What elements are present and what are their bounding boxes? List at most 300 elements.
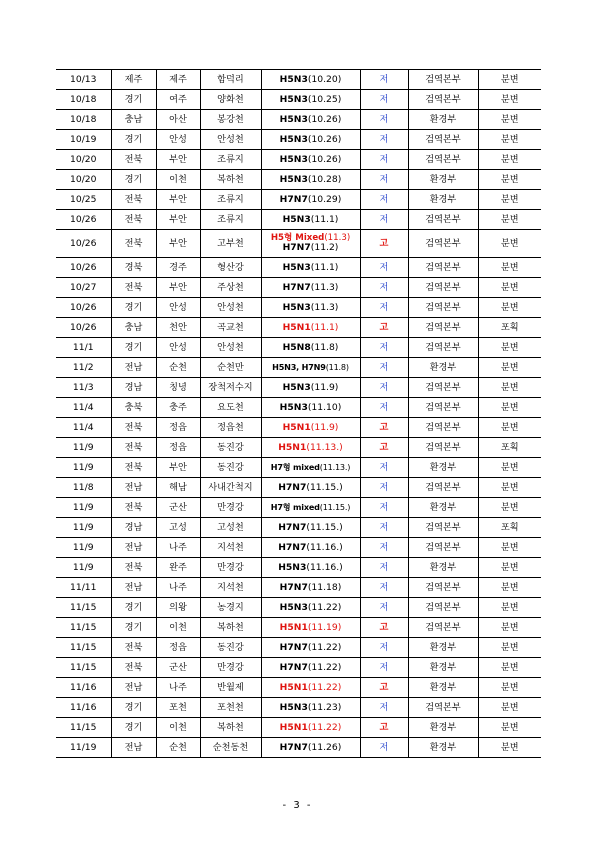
strain-confirm-date: (11.16.) — [306, 561, 343, 573]
city-cell: 완주 — [156, 558, 200, 578]
agency-cell: 환경부 — [408, 678, 478, 698]
sample-type-cell: 분변 — [478, 358, 541, 378]
pathogenicity-cell: 저 — [360, 70, 408, 90]
strain-cell — [261, 438, 360, 458]
strain-cell — [261, 90, 360, 110]
strain-name: H5N3 — [278, 561, 307, 573]
agency-cell: 환경부 — [408, 458, 478, 478]
site-cell: 봉강천 — [200, 110, 261, 130]
city-cell: 부안 — [156, 230, 200, 258]
strain-name: H5N3 — [279, 153, 308, 165]
pathogenicity-cell: 저 — [360, 130, 408, 150]
table-row — [56, 698, 541, 718]
strain-secondary — [262, 243, 360, 253]
strain-confirm-date: (11.18) — [307, 581, 342, 593]
pathogenicity-cell: 저 — [360, 638, 408, 658]
strain-cell — [261, 558, 360, 578]
strain-label — [280, 194, 342, 205]
sample-type-cell: 분변 — [478, 578, 541, 598]
sample-date-cell: 10/25 — [56, 190, 111, 210]
sample-date-cell: 11/1 — [56, 338, 111, 358]
city-cell: 포천 — [156, 698, 200, 718]
strain-name: H7N7 — [279, 741, 308, 753]
strain-confirm-date: (11.3) — [310, 301, 339, 313]
city-cell: 부안 — [156, 150, 200, 170]
agency-cell: 환경부 — [408, 190, 478, 210]
table-row — [56, 638, 541, 658]
pathogenicity-cell: 저 — [360, 110, 408, 130]
strain-name: H5N1 — [282, 321, 311, 333]
table-row — [56, 170, 541, 190]
pathogenicity-cell: 저 — [360, 658, 408, 678]
strain-label — [271, 462, 350, 472]
strain-name: H7N7 — [282, 281, 311, 293]
sample-date-cell: 10/20 — [56, 150, 111, 170]
strain-cell — [261, 738, 360, 758]
strain-confirm-date: (11.15.) — [319, 502, 351, 512]
city-cell: 안성 — [156, 298, 200, 318]
table-row — [56, 558, 541, 578]
sample-type-cell: 분변 — [478, 658, 541, 678]
sample-date-cell: 11/9 — [56, 538, 111, 558]
site-cell: 요도천 — [200, 398, 261, 418]
strain-label — [283, 382, 339, 393]
strain-name: H7N7 — [278, 481, 307, 493]
strain-name: H5N3 — [279, 173, 308, 185]
sample-date-cell: 10/20 — [56, 170, 111, 190]
pathogenicity-cell: 고 — [360, 678, 408, 698]
sample-date-cell: 10/27 — [56, 278, 111, 298]
pathogenicity-cell: 고 — [360, 438, 408, 458]
strain-label — [271, 502, 350, 512]
city-cell: 부안 — [156, 210, 200, 230]
province-cell: 전북 — [111, 150, 156, 170]
table-row — [56, 358, 541, 378]
strain-cell — [261, 338, 360, 358]
pathogenicity-cell: 저 — [360, 210, 408, 230]
province-cell: 전남 — [111, 678, 156, 698]
strain-label — [283, 342, 339, 353]
city-cell: 충주 — [156, 398, 200, 418]
city-cell: 경주 — [156, 258, 200, 278]
site-cell: 안성천 — [200, 298, 261, 318]
table-row — [56, 230, 541, 258]
agency-cell: 검역본부 — [408, 278, 478, 298]
strain-name: H7N7 — [279, 641, 308, 653]
site-cell: 농경지 — [200, 598, 261, 618]
strain-label — [280, 722, 342, 733]
sample-type-cell: 분변 — [478, 618, 541, 638]
agency-cell: 검역본부 — [408, 618, 478, 638]
agency-cell: 검역본부 — [408, 210, 478, 230]
strain-confirm-date: (11.22) — [307, 721, 342, 733]
strain-cell — [261, 210, 360, 230]
sample-date-cell: 11/3 — [56, 378, 111, 398]
strain-confirm-date: (11.22) — [307, 661, 342, 673]
strain-name: H5N3 — [279, 401, 308, 413]
city-cell: 의왕 — [156, 598, 200, 618]
province-cell: 전북 — [111, 278, 156, 298]
agency-cell: 검역본부 — [408, 298, 478, 318]
strain-label — [278, 482, 343, 493]
strain-confirm-date: (11.15.) — [306, 521, 343, 533]
agency-cell: 환경부 — [408, 738, 478, 758]
sample-type-cell: 포획 — [478, 518, 541, 538]
province-cell: 경남 — [111, 378, 156, 398]
pathogenicity-cell: 저 — [360, 538, 408, 558]
sample-date-cell: 11/4 — [56, 398, 111, 418]
agency-cell: 검역본부 — [408, 90, 478, 110]
province-cell: 전남 — [111, 478, 156, 498]
table-row — [56, 90, 541, 110]
strain-label — [280, 74, 342, 85]
site-cell: 조류지 — [200, 190, 261, 210]
strain-confirm-date: (11.23) — [307, 701, 342, 713]
strain-label — [280, 602, 342, 613]
province-cell: 경기 — [111, 130, 156, 150]
sample-type-cell: 분변 — [478, 598, 541, 618]
table-row — [56, 258, 541, 278]
sample-type-cell: 분변 — [478, 478, 541, 498]
strain-confirm-date: (11.1) — [310, 213, 339, 225]
site-cell: 형산강 — [200, 258, 261, 278]
agency-cell: 검역본부 — [408, 318, 478, 338]
table-row — [56, 458, 541, 478]
strain-cell — [261, 190, 360, 210]
sample-date-cell: 11/9 — [56, 458, 111, 478]
pathogenicity-cell: 저 — [360, 190, 408, 210]
agency-cell: 검역본부 — [408, 150, 478, 170]
table-row — [56, 318, 541, 338]
table-row — [56, 150, 541, 170]
agency-cell: 환경부 — [408, 110, 478, 130]
sample-type-cell: 분변 — [478, 258, 541, 278]
province-cell: 전북 — [111, 658, 156, 678]
province-cell: 전북 — [111, 190, 156, 210]
strain-cell — [261, 478, 360, 498]
strain-label — [278, 522, 343, 533]
sample-type-cell: 분변 — [478, 738, 541, 758]
sample-type-cell: 분변 — [478, 638, 541, 658]
strain-cell — [261, 718, 360, 738]
table-row — [56, 70, 541, 90]
sample-date-cell: 10/19 — [56, 130, 111, 150]
strain-confirm-date: (11.8) — [310, 341, 339, 353]
site-cell: 복하천 — [200, 170, 261, 190]
agency-cell: 환경부 — [408, 170, 478, 190]
city-cell: 나주 — [156, 678, 200, 698]
sample-type-cell: 분변 — [478, 378, 541, 398]
sample-date-cell: 11/15 — [56, 718, 111, 738]
sample-date-cell: 11/4 — [56, 418, 111, 438]
city-cell: 군산 — [156, 498, 200, 518]
sample-type-cell: 분변 — [478, 538, 541, 558]
strain-label — [280, 402, 342, 413]
strain-cell — [261, 70, 360, 90]
pathogenicity-cell: 고 — [360, 318, 408, 338]
strain-label — [283, 214, 339, 225]
sample-type-cell: 분변 — [478, 278, 541, 298]
sample-date-cell: 11/2 — [56, 358, 111, 378]
table-row — [56, 498, 541, 518]
strain-name: H7N7 — [279, 581, 308, 593]
strain-confirm-date: (10.26) — [307, 113, 342, 125]
sample-date-cell: 10/26 — [56, 258, 111, 278]
strain-confirm-date: (10.20) — [307, 73, 342, 85]
strain-name: H7N7 — [278, 541, 307, 553]
table-row — [56, 738, 541, 758]
strain-label — [280, 642, 342, 653]
strain-confirm-date: (11.13.) — [306, 441, 343, 453]
agency-cell: 환경부 — [408, 558, 478, 578]
sample-date-cell: 11/15 — [56, 618, 111, 638]
pathogenicity-cell: 저 — [360, 358, 408, 378]
strain-label — [280, 622, 342, 633]
pathogenicity-cell: 저 — [360, 278, 408, 298]
table-row — [56, 338, 541, 358]
sample-date-cell: 11/15 — [56, 598, 111, 618]
strain-name: H5N3, H7N9 — [272, 362, 326, 372]
strain-name: H5N3 — [279, 73, 308, 85]
sample-date-cell: 11/11 — [56, 578, 111, 598]
sample-type-cell: 분변 — [478, 110, 541, 130]
sample-type-cell: 분변 — [478, 230, 541, 258]
agency-cell: 검역본부 — [408, 578, 478, 598]
sample-type-cell: 분변 — [478, 698, 541, 718]
strain-name: H7형 mixed — [270, 502, 320, 512]
table-row — [56, 658, 541, 678]
strain-confirm-date: (11.9) — [310, 381, 339, 393]
city-cell: 순천 — [156, 358, 200, 378]
province-cell: 경북 — [111, 258, 156, 278]
strain-name: H7N7 — [282, 242, 311, 253]
province-cell: 전남 — [111, 538, 156, 558]
site-cell: 지석천 — [200, 538, 261, 558]
strain-cell — [261, 578, 360, 598]
pathogenicity-cell: 저 — [360, 458, 408, 478]
site-cell: 순천동천 — [200, 738, 261, 758]
table-row — [56, 518, 541, 538]
strain-name: H5N3 — [279, 701, 308, 713]
province-cell: 충남 — [111, 318, 156, 338]
site-cell: 안성천 — [200, 130, 261, 150]
pathogenicity-cell: 저 — [360, 398, 408, 418]
strain-confirm-date: (11.3) — [310, 281, 339, 293]
agency-cell: 검역본부 — [408, 418, 478, 438]
city-cell: 정읍 — [156, 438, 200, 458]
strain-label — [283, 322, 339, 333]
province-cell: 전북 — [111, 458, 156, 478]
strain-cell — [261, 398, 360, 418]
agency-cell: 검역본부 — [408, 398, 478, 418]
page-number: - 3 - — [282, 800, 313, 811]
strain-name: H5형 Mixed — [270, 233, 325, 243]
sample-date-cell: 11/8 — [56, 478, 111, 498]
detection-table — [56, 69, 541, 758]
site-cell: 동진강 — [200, 458, 261, 478]
strain-confirm-date: (11.22) — [307, 601, 342, 613]
site-cell: 복하천 — [200, 618, 261, 638]
pathogenicity-cell: 저 — [360, 578, 408, 598]
site-cell: 고부천 — [200, 230, 261, 258]
province-cell: 경기 — [111, 598, 156, 618]
province-cell: 전남 — [111, 738, 156, 758]
strain-cell — [261, 150, 360, 170]
strain-confirm-date: (10.26) — [307, 153, 342, 165]
table-row — [56, 438, 541, 458]
pathogenicity-cell: 고 — [360, 718, 408, 738]
site-cell: 복하천 — [200, 718, 261, 738]
sample-type-cell: 포획 — [478, 438, 541, 458]
strain-cell — [261, 298, 360, 318]
strain-name: H7N7 — [279, 661, 308, 673]
city-cell: 제주 — [156, 70, 200, 90]
province-cell: 경기 — [111, 170, 156, 190]
table-row — [56, 110, 541, 130]
pathogenicity-cell: 저 — [360, 598, 408, 618]
strain-name: H5N3 — [279, 601, 308, 613]
pathogenicity-cell: 저 — [360, 150, 408, 170]
agency-cell: 검역본부 — [408, 518, 478, 538]
table-row — [56, 378, 541, 398]
strain-name: H5N3 — [282, 261, 311, 273]
agency-cell: 환경부 — [408, 718, 478, 738]
agency-cell: 검역본부 — [408, 378, 478, 398]
site-cell: 정읍천 — [200, 418, 261, 438]
pathogenicity-cell: 저 — [360, 698, 408, 718]
strain-name: H5N1 — [279, 721, 308, 733]
strain-label — [278, 562, 343, 573]
strain-cell — [261, 318, 360, 338]
strain-confirm-date: (11.9) — [310, 421, 339, 433]
table-row — [56, 478, 541, 498]
pathogenicity-cell: 저 — [360, 338, 408, 358]
strain-cell — [261, 258, 360, 278]
province-cell: 전남 — [111, 578, 156, 598]
strain-cell — [261, 230, 360, 258]
strain-cell — [261, 638, 360, 658]
sample-date-cell: 11/15 — [56, 658, 111, 678]
agency-cell: 환경부 — [408, 358, 478, 378]
strain-confirm-date: (11.8) — [325, 362, 349, 372]
sample-date-cell: 11/16 — [56, 698, 111, 718]
strain-name: H5N3 — [279, 93, 308, 105]
pathogenicity-cell: 저 — [360, 258, 408, 278]
site-cell: 동진강 — [200, 638, 261, 658]
table-row — [56, 298, 541, 318]
pathogenicity-cell: 저 — [360, 90, 408, 110]
strain-label — [280, 94, 342, 105]
pathogenicity-cell: 고 — [360, 230, 408, 258]
sample-type-cell: 분변 — [478, 718, 541, 738]
strain-name: H5N3 — [282, 381, 311, 393]
city-cell: 나주 — [156, 538, 200, 558]
sample-type-cell: 분변 — [478, 170, 541, 190]
strain-cell — [261, 170, 360, 190]
site-cell: 조류지 — [200, 210, 261, 230]
table-row — [56, 398, 541, 418]
agency-cell: 환경부 — [408, 498, 478, 518]
agency-cell: 검역본부 — [408, 438, 478, 458]
strain-cell — [261, 498, 360, 518]
sample-type-cell: 분변 — [478, 458, 541, 478]
agency-cell: 환경부 — [408, 638, 478, 658]
strain-confirm-date: (11.15.) — [306, 481, 343, 493]
sample-type-cell: 분변 — [478, 398, 541, 418]
site-cell: 지석천 — [200, 578, 261, 598]
strain-name: H5N3 — [279, 133, 308, 145]
sample-type-cell: 분변 — [478, 130, 541, 150]
sample-type-cell: 분변 — [478, 418, 541, 438]
strain-cell — [261, 418, 360, 438]
sample-date-cell: 10/18 — [56, 90, 111, 110]
sample-type-cell: 분변 — [478, 678, 541, 698]
site-cell: 조류지 — [200, 150, 261, 170]
sample-date-cell: 10/26 — [56, 318, 111, 338]
table-body — [56, 70, 541, 758]
pathogenicity-cell: 저 — [360, 738, 408, 758]
agency-cell: 검역본부 — [408, 598, 478, 618]
strain-cell — [261, 378, 360, 398]
province-cell: 전북 — [111, 558, 156, 578]
sample-type-cell: 분변 — [478, 498, 541, 518]
sample-date-cell: 11/19 — [56, 738, 111, 758]
city-cell: 부안 — [156, 458, 200, 478]
sample-date-cell: 10/26 — [56, 230, 111, 258]
city-cell: 안성 — [156, 338, 200, 358]
site-cell: 주상천 — [200, 278, 261, 298]
province-cell: 전북 — [111, 230, 156, 258]
agency-cell: 검역본부 — [408, 538, 478, 558]
sample-type-cell: 분변 — [478, 70, 541, 90]
province-cell: 충남 — [111, 110, 156, 130]
sample-type-cell: 분변 — [478, 210, 541, 230]
strain-confirm-date: (10.25) — [307, 93, 342, 105]
strain-label — [280, 742, 342, 753]
strain-confirm-date: (11.22) — [307, 641, 342, 653]
city-cell: 정읍 — [156, 418, 200, 438]
strain-name: H5N1 — [279, 681, 308, 693]
agency-cell: 검역본부 — [408, 478, 478, 498]
strain-label — [280, 682, 342, 693]
strain-cell — [261, 658, 360, 678]
agency-cell: 검역본부 — [408, 70, 478, 90]
sample-date-cell: 11/16 — [56, 678, 111, 698]
sample-type-cell: 분변 — [478, 338, 541, 358]
strain-cell — [261, 678, 360, 698]
table-row — [56, 190, 541, 210]
strain-label — [280, 582, 342, 593]
pathogenicity-cell: 고 — [360, 418, 408, 438]
strain-confirm-date: (11.26) — [307, 741, 342, 753]
strain-name: H5N3 — [282, 301, 311, 313]
province-cell: 전북 — [111, 638, 156, 658]
strain-cell — [261, 618, 360, 638]
site-cell: 장척저수지 — [200, 378, 261, 398]
site-cell: 순천만 — [200, 358, 261, 378]
city-cell: 부안 — [156, 190, 200, 210]
city-cell: 이천 — [156, 170, 200, 190]
agency-cell: 검역본부 — [408, 338, 478, 358]
site-cell: 만경강 — [200, 658, 261, 678]
strain-cell — [261, 598, 360, 618]
province-cell: 경기 — [111, 618, 156, 638]
strain-cell — [261, 698, 360, 718]
strain-label — [280, 114, 342, 125]
strain-label — [283, 302, 339, 313]
table-row — [56, 418, 541, 438]
province-cell: 전남 — [111, 358, 156, 378]
